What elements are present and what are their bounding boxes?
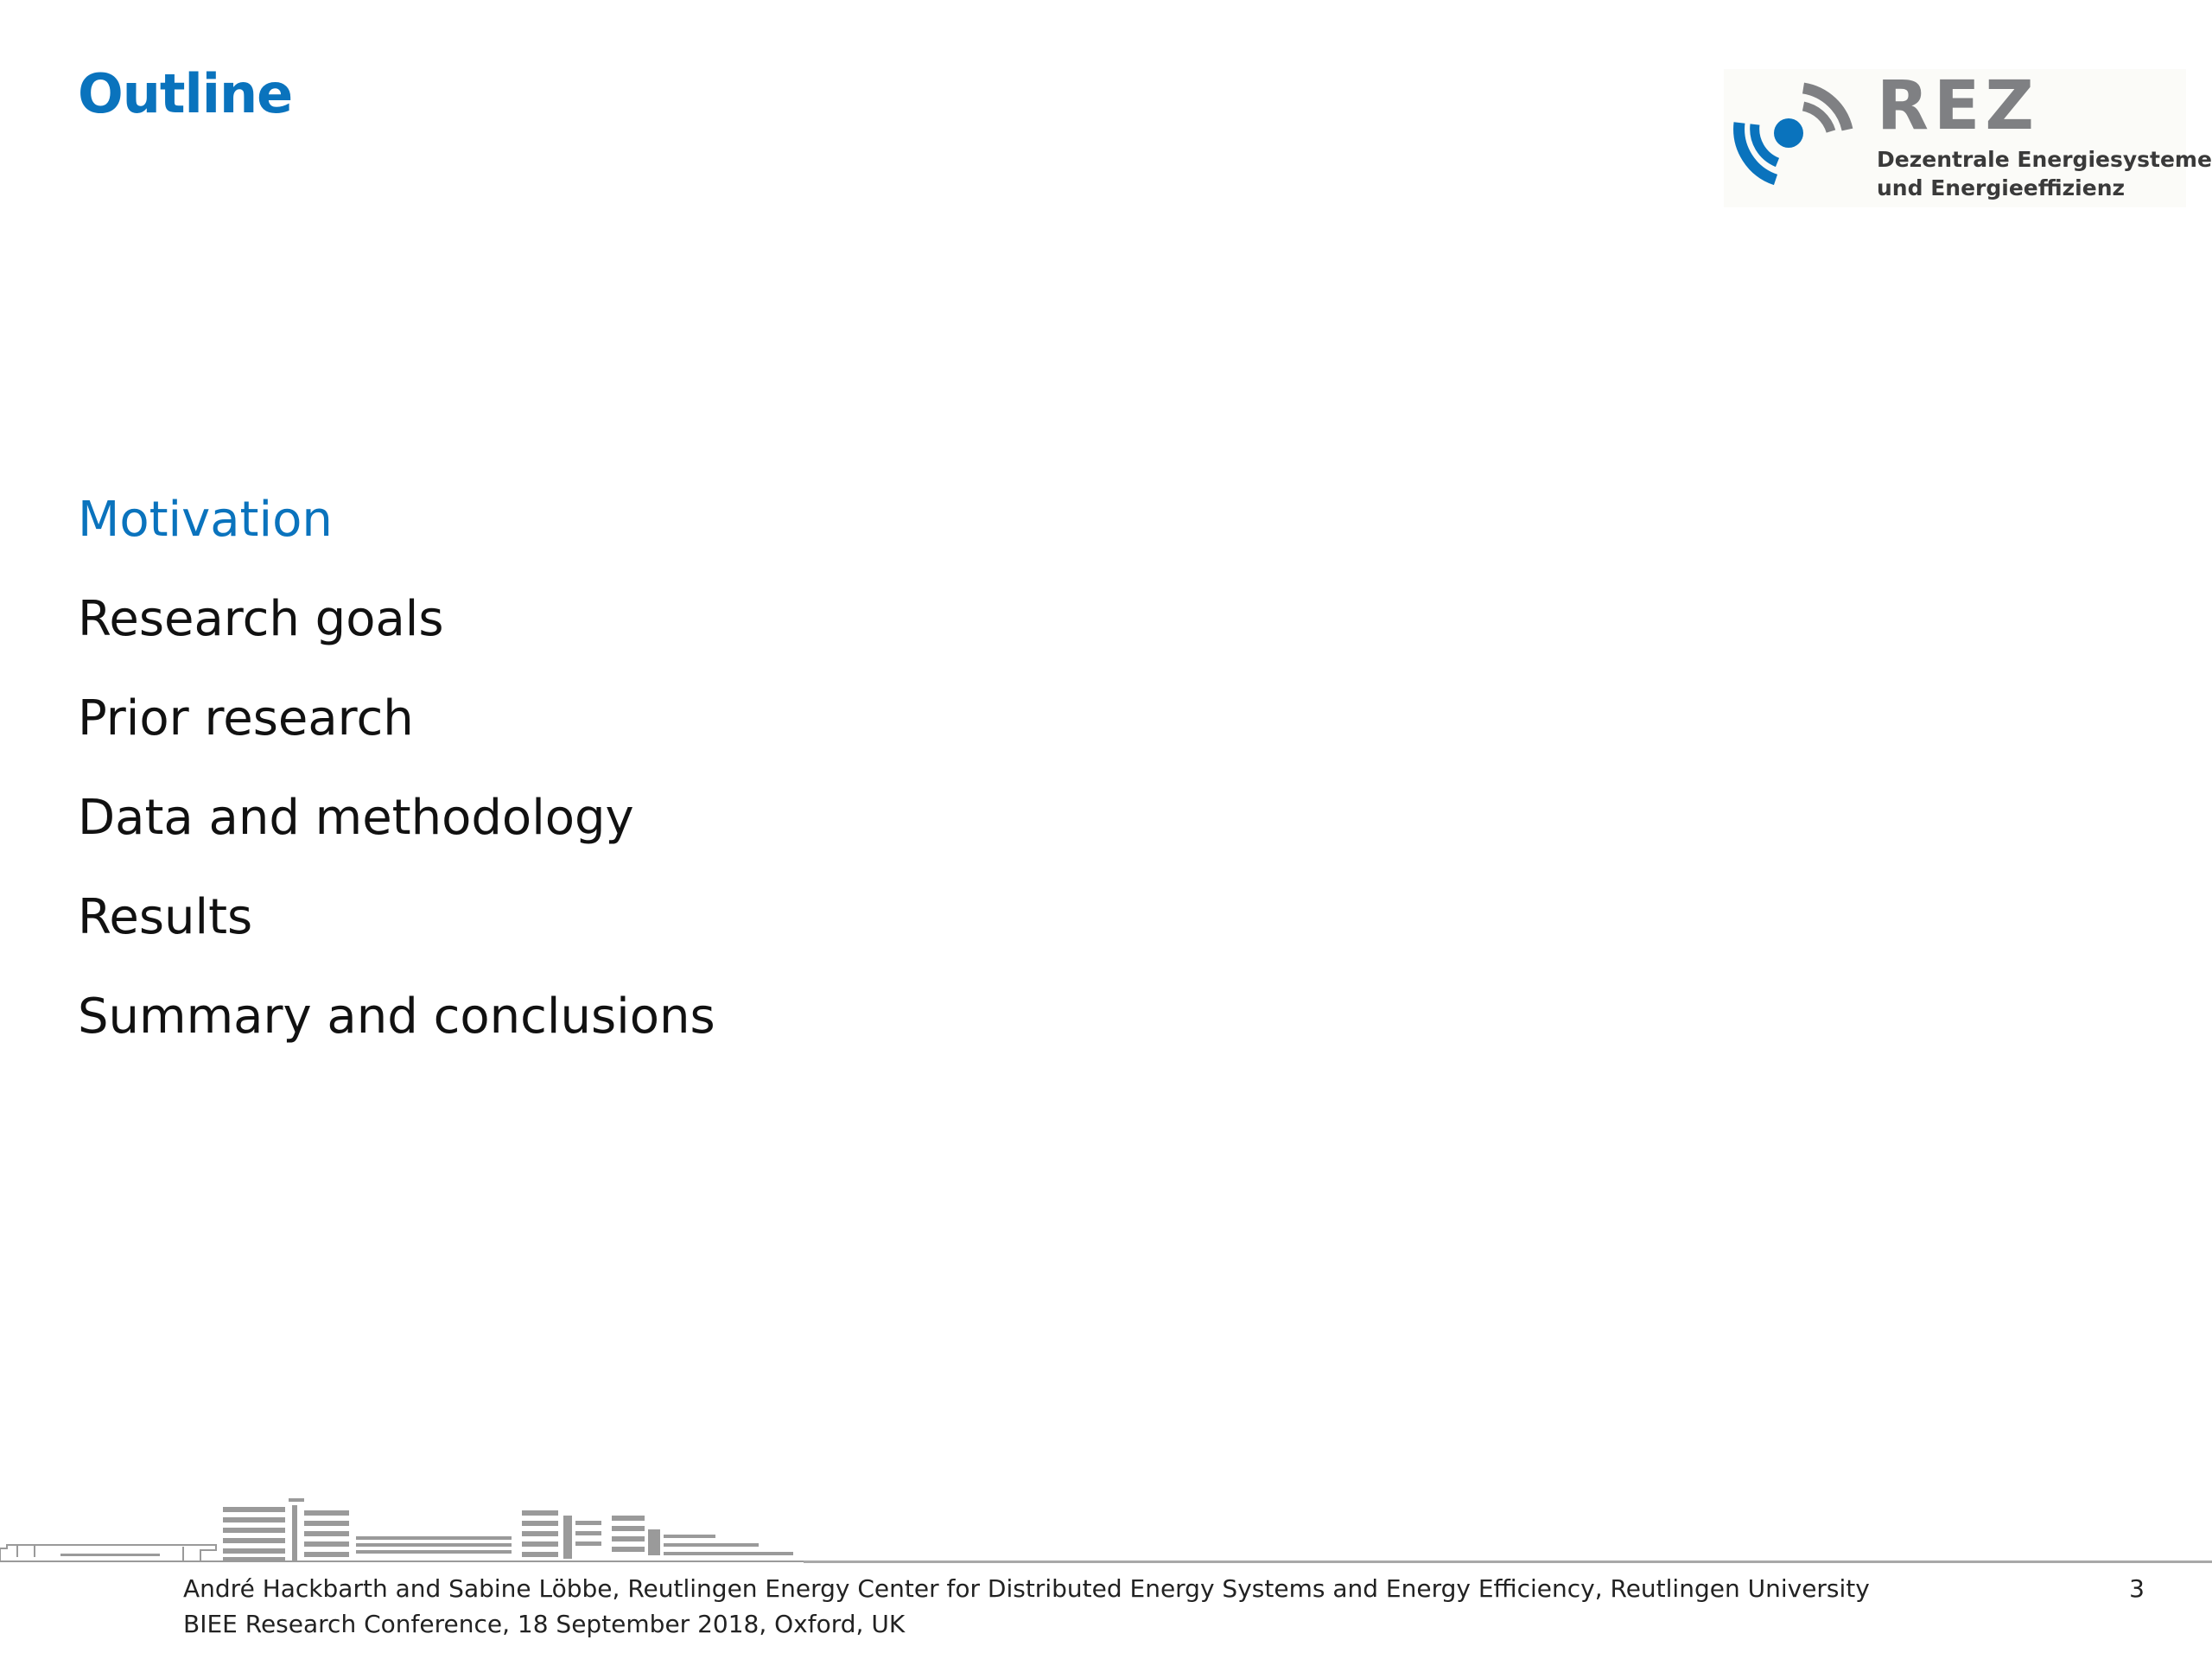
outline-item-motivation: Motivation [78,492,333,548]
outline-item-data-methodology: Data and methodology [78,790,634,846]
campus-skyline-icon [0,1495,812,1564]
outline-item-summary: Summary and conclusions [78,988,715,1045]
footer-conference: BIEE Research Conference, 18 September 2018, Oxford, UK [183,1610,906,1638]
logo-tagline-2: und Energieeffizienz [1877,175,2126,200]
footer-authors: André Hackbarth and Sabine Löbbe, Reutlingen Energy Center for Distributed Energy Systems and Energy Efficiency, Reutlingen University [183,1574,1870,1603]
outline-item-prior-research: Prior research [78,690,414,747]
outline-item-research-goals: Research goals [78,591,444,647]
slide-title: Outline [78,62,293,125]
logo-wordmark: REZ [1877,67,2039,145]
outline-item-results: Results [78,889,253,945]
rez-logo [1724,67,2212,207]
logo-tagline-1: Dezentrale Energiesysteme [1877,147,2212,172]
footer-rule [804,1560,2212,1563]
page-number: 3 [2129,1574,2145,1603]
outline-list [78,491,715,1087]
rez-signal-icon [1724,69,1871,207]
